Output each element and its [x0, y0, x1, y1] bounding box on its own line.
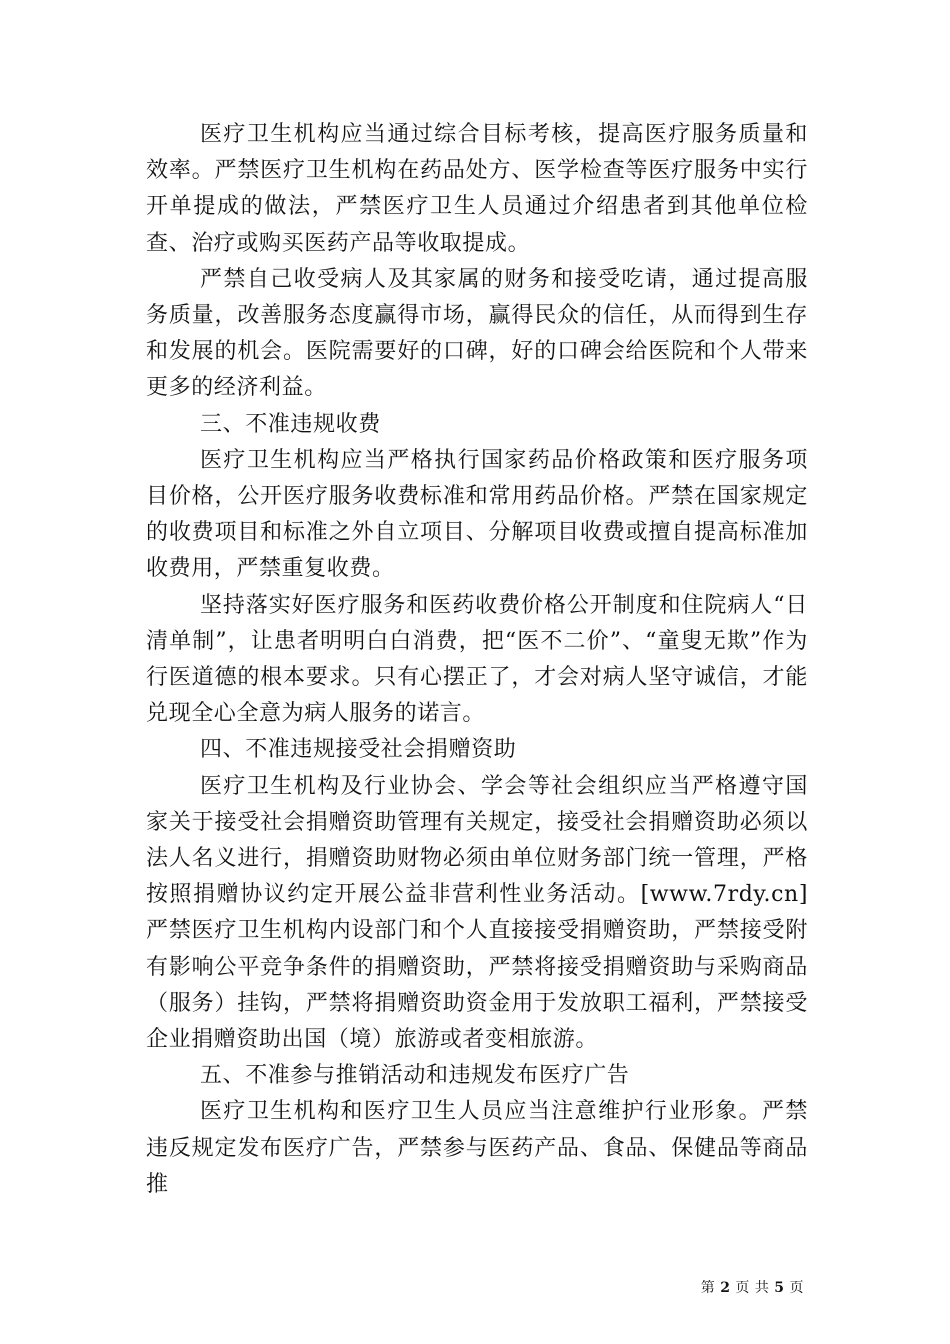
- footer-prefix: 第: [700, 1280, 716, 1296]
- paragraph: 医疗卫生机构应当严格执行国家药品价格政策和医疗服务项目价格，公开医疗服务收费标准和常用药品价格。严禁在国家规定的收费项目和标准之外自立项目、分解项目收费或擅自提高标准加收费用，严禁重复收费。: [146, 447, 808, 582]
- paragraph: 医疗卫生机构和医疗卫生人员应当注意维护行业形象。严禁违反规定发布医疗广告，严禁参与医药产品、食品、保健品等商品推: [146, 1099, 808, 1197]
- total-page-number: 5: [774, 1280, 785, 1296]
- section-heading: 三、不准违规收费: [200, 411, 381, 437]
- page-number-footer: [701, 1277, 804, 1297]
- footer-middle: 页 共: [735, 1280, 770, 1296]
- document-body: [146, 117, 808, 1203]
- paragraph: 严禁自己收受病人及其家属的财务和接受吃请，通过提高服务质量，改善服务态度赢得市场，赢得民众的信任，从而得到生存和发展的机会。医院需要好的口碑，好的口碑会给医院和个人带来更多的经济利益。: [146, 266, 808, 401]
- footer-suffix: 页: [789, 1280, 804, 1296]
- section-heading: 四、不准违规接受社会捐赠资助: [200, 737, 517, 763]
- paragraph: 医疗卫生机构及行业协会、学会等社会组织应当严格遵守国家关于接受社会捐赠资助管理有关规定，接受社会捐赠资助必须以法人名义进行，捐赠资助财物必须由单位财务部门统一管理，严格按照捐赠协议约定开展公益非营利性业务活动。[www.7rdy.cn]严禁医疗卫生机构内设部门和个人直接接受捐赠资助，严禁接受附有影响公平竞争条件的捐赠资助，严禁将接受捐赠资助与采购商品（服务）挂钩，严禁将捐赠资助资金用于发放职工福利，严禁接受企业捐赠资助出国（境）旅游或者变相旅游。: [146, 773, 808, 1053]
- section-heading: 五、不准参与推销活动和违规发布医疗广告: [200, 1063, 630, 1089]
- paragraph: 坚持落实好医疗服务和医药收费价格公开制度和住院病人“日清单制”，让患者明明白白消费，把“医不二价”、“童叟无欺”作为行医道德的根本要求。只有心摆正了，才会对病人坚守诚信，才能兑现全心全意为病人服务的诺言。: [146, 592, 808, 727]
- current-page-number: 2: [720, 1280, 731, 1296]
- paragraph: 医疗卫生机构应当通过综合目标考核，提高医疗服务质量和效率。严禁医疗卫生机构在药品处方、医学检查等医疗服务中实行开单提成的做法，严禁医疗卫生人员通过介绍患者到其他单位检查、治疗或购买医药产品等收取提成。: [146, 122, 808, 256]
